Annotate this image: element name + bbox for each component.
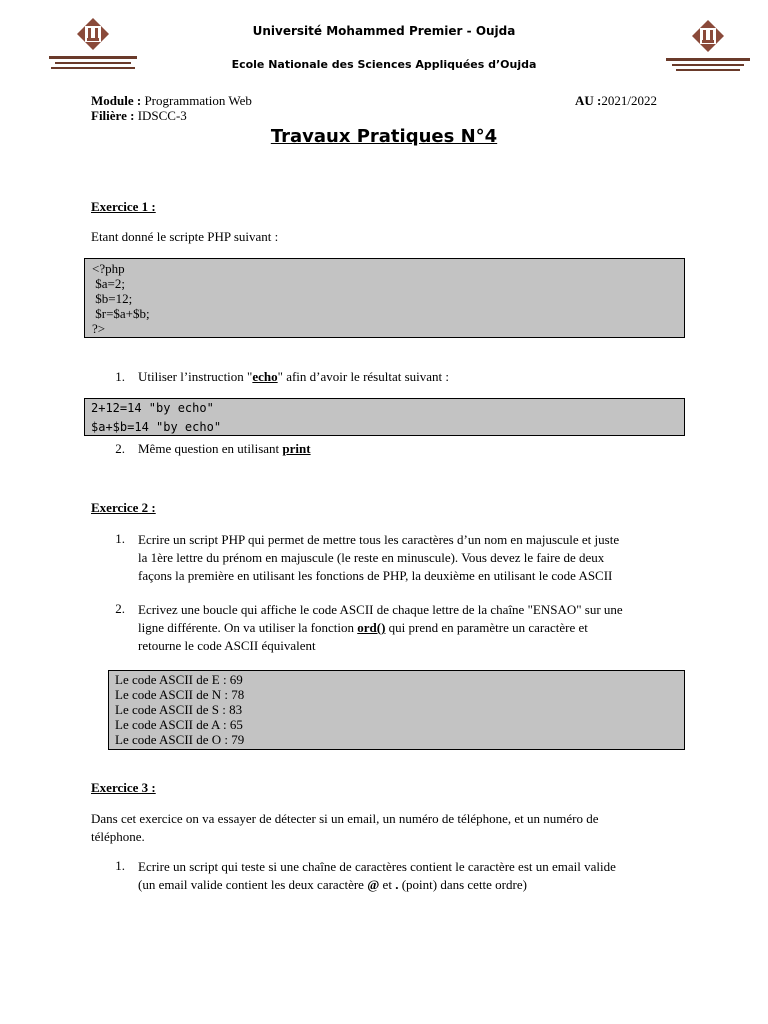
echo-keyword: echo: [252, 369, 278, 384]
exercise-1-heading: Exercice 1 :: [91, 199, 156, 214]
filiere-line: [91, 108, 187, 124]
exercise-3-question-1: [138, 858, 616, 894]
exercise-2-question-2: [138, 601, 623, 655]
print-keyword: print: [282, 441, 311, 456]
exercise-2-heading: Exercice 2 :: [91, 500, 156, 515]
list-number: 2.: [115, 601, 125, 616]
question-text: ligne différente. On va utiliser la fonction: [138, 620, 358, 635]
code-line: $r=$a+$b;: [92, 306, 150, 321]
list-number: 2.: [115, 441, 125, 456]
output-line: Le code ASCII de N : 78: [115, 687, 245, 702]
question-text: (un email valide contient les deux caractère: [138, 877, 368, 892]
module-label: Module :: [91, 93, 142, 108]
code-line: <?php: [92, 261, 125, 276]
ord-keyword: ord(): [357, 620, 386, 635]
au-value: 2021/2022: [601, 93, 657, 108]
academic-year: [575, 93, 657, 109]
question-line: [138, 619, 623, 637]
question-text: et: [379, 877, 396, 892]
question-line: retourne le code ASCII équivalent: [138, 638, 316, 653]
question-line: Ecrivez une boucle qui affiche le code ASCII de chaque lettre de la chaîne "ENSAO" sur une: [138, 602, 623, 617]
module-line: [91, 93, 252, 109]
output-line: Le code ASCII de S : 83: [115, 702, 243, 717]
list-number: 1.: [115, 858, 125, 873]
school-name: Ecole Nationale des Sciences Appliquées d’Oujda: [231, 58, 537, 71]
page-title: Travaux Pratiques N°4: [270, 126, 498, 147]
output-line: Le code ASCII de E : 69: [115, 672, 243, 687]
output-line: $a+$b=14 "by echo": [91, 420, 222, 434]
filiere-label: Filière :: [91, 108, 135, 123]
au-label: AU :: [575, 93, 602, 108]
exercise-1-question-2: [138, 441, 311, 457]
question-line: Ecrire un script PHP qui permet de mettre tous les caractères d’un nom en majuscule et juste: [138, 532, 620, 547]
exercise-1-question-1: [138, 369, 449, 385]
question-line: Ecrire un script qui teste si une chaîne de caractères contient le caractère est un email valide: [138, 859, 616, 874]
dot-symbol: .: [395, 877, 399, 892]
module-value: Programmation Web: [141, 93, 252, 108]
question-text: Utiliser l’instruction ": [138, 369, 253, 384]
intro-line: Dans cet exercice on va essayer de détecter si un email, un numéro de téléphone, et un numéro de: [91, 811, 599, 826]
at-symbol: @: [367, 877, 380, 892]
echo-output-block: [84, 398, 685, 436]
question-line: [138, 876, 616, 894]
filiere-value: IDSCC-3: [134, 108, 187, 123]
exercise-3-intro: [91, 810, 599, 846]
code-line: $b=12;: [92, 291, 133, 306]
ascii-output-block: [108, 670, 685, 750]
question-line: la 1ère lettre du prénom en majuscule (le reste en minuscule). Vous devez le faire de deux: [138, 550, 605, 565]
output-line: 2+12=14 "by echo": [91, 401, 214, 415]
question-text: (point) dans cette ordre): [398, 877, 527, 892]
php-code-block: [84, 258, 685, 338]
code-line: ?>: [92, 321, 106, 336]
code-line: $a=2;: [92, 276, 125, 291]
question-text: " afin d’avoir le résultat suivant :: [277, 369, 450, 384]
intro-line: téléphone.: [91, 829, 145, 844]
exercise-2-question-1: [138, 531, 619, 585]
university-name: Université Mohammed Premier - Oujda: [252, 24, 516, 38]
output-line: Le code ASCII de A : 65: [115, 717, 243, 732]
list-number: 1.: [115, 369, 125, 384]
exercise-1-intro: Etant donné le scripte PHP suivant :: [91, 229, 279, 244]
exercise-3-heading: Exercice 3 :: [91, 780, 156, 795]
question-text: qui prend en paramètre un caractère et: [385, 620, 588, 635]
output-line: Le code ASCII de O : 79: [115, 732, 245, 747]
question-line: façons la première en utilisant les fonctions de PHP, la deuxième en utilisant le code ASCII: [138, 568, 613, 583]
list-number: 1.: [115, 531, 125, 546]
question-text: Même question en utilisant: [138, 441, 283, 456]
